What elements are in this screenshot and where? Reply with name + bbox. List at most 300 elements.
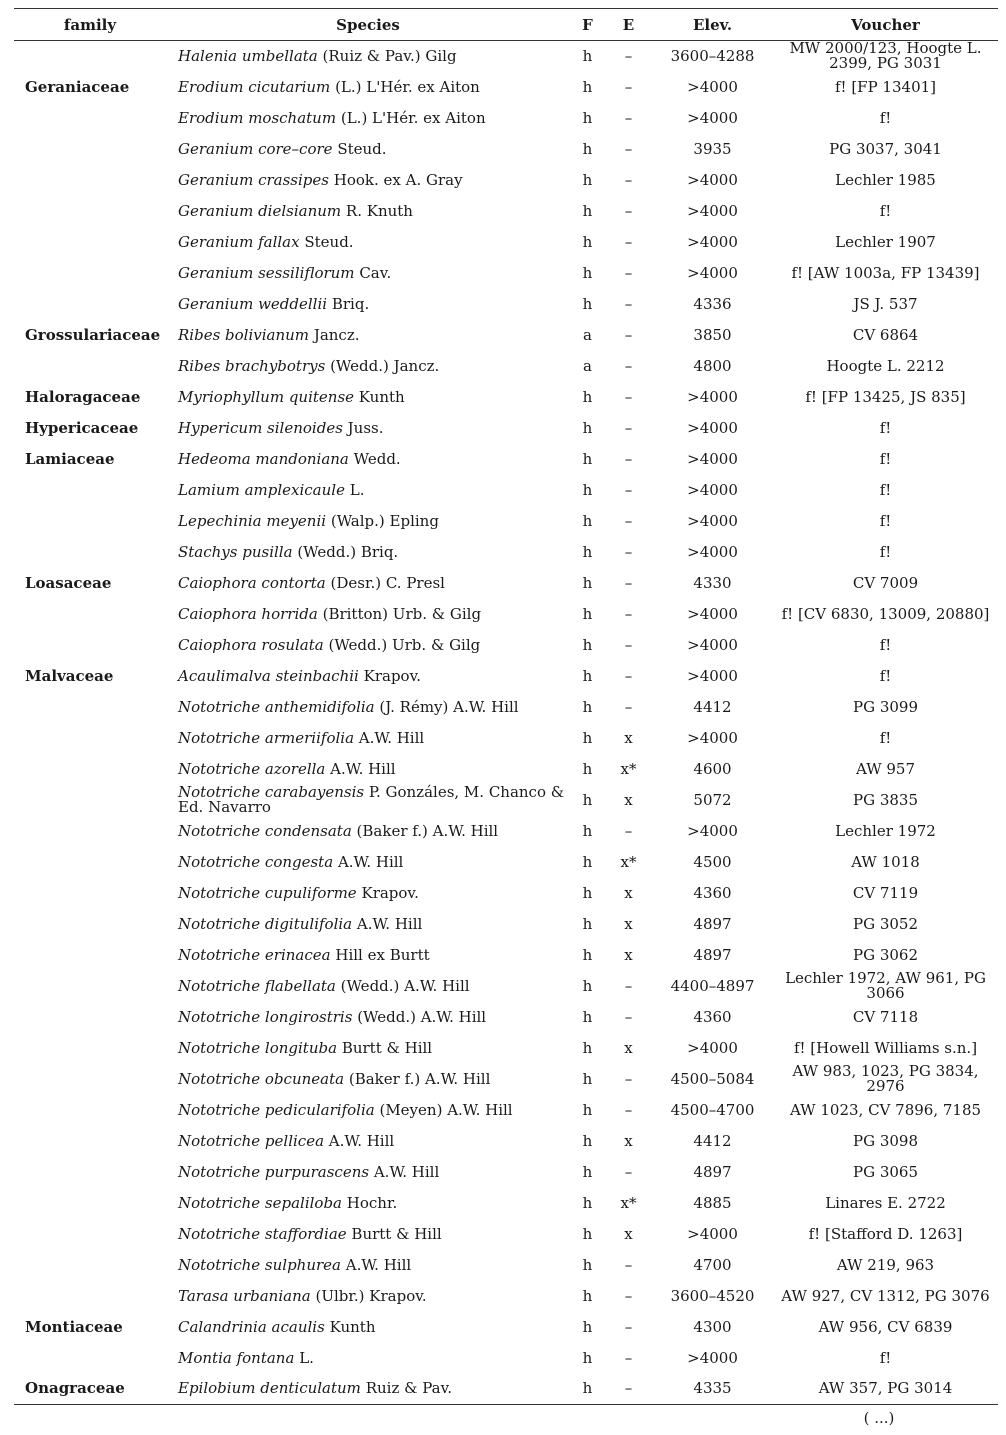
endemic-cell: –	[624, 387, 633, 406]
elevation-cell: 4800	[693, 356, 732, 375]
endemic-cell: –	[624, 604, 633, 623]
growth-form-cell: h	[582, 511, 593, 530]
growth-form-cell: h	[582, 759, 593, 778]
table-row	[14, 754, 998, 785]
growth-form-cell: h	[582, 604, 593, 623]
endemic-cell: –	[624, 573, 633, 592]
endemic-cell: –	[624, 108, 633, 127]
family-cell	[14, 41, 166, 72]
table-row	[14, 103, 998, 134]
species-name: Nototriche digitulifolia	[178, 914, 353, 933]
voucher-cell: f! [FP 13425, JS 835]	[805, 387, 966, 406]
species-author: Kunth	[358, 387, 405, 406]
table-row	[14, 382, 998, 413]
growth-form-cell: h	[582, 666, 593, 685]
voucher-cell: PG 3037, 3041	[829, 139, 942, 158]
species-author: (Wedd.) A.W. Hill	[357, 1007, 487, 1026]
voucher-cell: f!	[879, 542, 892, 561]
species-cell	[166, 754, 570, 785]
growth-form-cell: h	[582, 1069, 593, 1088]
table-row	[14, 1219, 998, 1250]
elevation-cell: >4000	[687, 511, 738, 530]
growth-form-cell: h	[582, 480, 593, 499]
table-row	[14, 1312, 998, 1343]
species-name: Halenia umbellata	[178, 46, 318, 65]
species-name: Nototriche anthemidifolia	[178, 697, 375, 716]
voucher-cell: Lechler 1907	[835, 232, 936, 251]
species-author: Kunth	[329, 1317, 376, 1336]
species-author: A.W. Hill	[328, 1131, 395, 1150]
endemic-cell: x*	[620, 759, 637, 778]
growth-form-cell: h	[582, 1348, 593, 1367]
species-name: Nototriche sulphurea	[178, 1255, 341, 1274]
family-cell	[14, 909, 166, 940]
voucher-cell: f! [Stafford D. 1263]	[808, 1224, 963, 1243]
species-author: Steud.	[337, 139, 387, 158]
species-author: (L.) L'Hér. ex Aiton	[340, 108, 486, 127]
elevation-cell: >4000	[687, 1348, 738, 1367]
species-author: (J. Rémy) A.W. Hill	[379, 697, 519, 716]
elevation-cell: 4335	[693, 1379, 732, 1398]
table-row	[14, 1281, 998, 1312]
elevation-cell: >4000	[687, 604, 738, 623]
growth-form-cell: h	[582, 232, 593, 251]
species-cell	[166, 847, 570, 878]
species-author: (Britton) Urb. & Gilg	[322, 604, 482, 623]
endemic-cell: –	[624, 356, 633, 375]
voucher-cell: f!	[879, 728, 892, 747]
species-author: A.W. Hill	[345, 1255, 412, 1274]
elevation-cell: 4412	[693, 697, 732, 716]
endemic-cell: x	[624, 914, 633, 933]
growth-form-cell: h	[582, 108, 593, 127]
growth-form-cell: h	[582, 976, 593, 995]
table-row	[14, 599, 998, 630]
species-cell	[166, 816, 570, 847]
endemic-cell: –	[624, 1100, 633, 1119]
family-cell	[14, 1157, 166, 1188]
elevation-cell: 4885	[693, 1193, 732, 1212]
family-cell	[14, 227, 166, 258]
species-name: Hypericum silenoides	[178, 418, 343, 437]
species-author: Burtt & Hill	[351, 1224, 442, 1243]
table-row	[14, 1064, 998, 1095]
species-cell	[166, 1374, 570, 1405]
species-name: Geranium core–core	[178, 139, 333, 158]
elevation-cell: 4897	[693, 945, 732, 964]
species-name: Nototriche purpurascens	[178, 1162, 370, 1181]
species-cell	[166, 1002, 570, 1033]
species-cell	[166, 568, 570, 599]
species-table	[14, 8, 998, 1405]
header-species: Species	[166, 9, 570, 41]
endemic-cell: –	[624, 263, 633, 282]
endemic-cell: –	[624, 325, 633, 344]
voucher-cell: Lechler 1972	[835, 821, 936, 840]
elevation-cell: >4000	[687, 542, 738, 561]
voucher-cell: JS J. 537	[853, 294, 918, 313]
endemic-cell: –	[624, 201, 633, 220]
elevation-cell: 4412	[693, 1131, 732, 1150]
endemic-cell: –	[624, 1069, 633, 1088]
growth-form-cell: h	[582, 790, 593, 809]
table-row	[14, 1033, 998, 1064]
elevation-cell: 3600–4520	[670, 1286, 755, 1305]
table-row	[14, 723, 998, 754]
growth-form-cell: h	[582, 821, 593, 840]
species-name: Nototriche staffordiae	[178, 1224, 347, 1243]
growth-form-cell: h	[582, 852, 593, 871]
species-author: Cav.	[359, 263, 392, 282]
endemic-cell: –	[624, 976, 633, 995]
family-cell	[14, 1002, 166, 1033]
voucher-cell: CV 7118	[852, 1007, 919, 1026]
species-author: (Ruiz & Pav.) Gilg	[322, 46, 457, 65]
family-cell	[14, 1250, 166, 1281]
species-name: Stachys pusilla	[178, 542, 293, 561]
endemic-cell: –	[624, 46, 633, 65]
header-elevation: Elev.	[652, 9, 773, 41]
table-row	[14, 134, 998, 165]
species-author: Juss.	[347, 418, 384, 437]
voucher-cell: AW 1018	[851, 852, 920, 871]
table-row	[14, 1002, 998, 1033]
elevation-cell: >4000	[687, 1224, 738, 1243]
growth-form-cell: h	[582, 1255, 593, 1274]
family-cell	[14, 847, 166, 878]
elevation-cell: >4000	[687, 480, 738, 499]
elevation-cell: 4897	[693, 1162, 732, 1181]
voucher-cell: Hoogte L. 2212	[826, 356, 945, 375]
voucher-cell: f!	[879, 108, 892, 127]
species-author: (L.) L'Hér. ex Aiton	[335, 77, 480, 96]
endemic-cell: –	[624, 170, 633, 189]
voucher-cell: CV 7119	[852, 883, 919, 902]
growth-form-cell: h	[582, 1162, 593, 1181]
growth-form-cell: h	[582, 1007, 593, 1026]
voucher-cell: Linares E. 2722	[825, 1193, 946, 1212]
family-cell	[14, 754, 166, 785]
species-cell	[166, 661, 570, 692]
elevation-cell: >4000	[687, 108, 738, 127]
species-author: Krapov.	[361, 883, 419, 902]
species-cell	[166, 1095, 570, 1126]
species-cell	[166, 1126, 570, 1157]
species-cell	[166, 723, 570, 754]
species-author: (Baker f.) A.W. Hill	[356, 821, 499, 840]
species-name: Nototriche carabayensis	[178, 783, 365, 801]
species-author: L.	[299, 1348, 314, 1367]
family-cell: Onagraceae	[25, 1379, 125, 1398]
family-cell	[14, 816, 166, 847]
voucher-cell: f!	[879, 480, 892, 499]
growth-form-cell: h	[582, 1286, 593, 1305]
endemic-cell: –	[624, 1379, 633, 1398]
endemic-cell: –	[624, 1255, 633, 1274]
table-row	[14, 1157, 998, 1188]
elevation-cell: 4330	[693, 573, 732, 592]
species-author: Briq.	[331, 294, 370, 313]
growth-form-cell: h	[582, 1317, 593, 1336]
species-name: Hedeoma mandoniana	[178, 449, 349, 468]
elevation-cell: >4000	[687, 418, 738, 437]
voucher-cell: f!	[879, 511, 892, 530]
voucher-cell: f! [AW 1003a, FP 13439]	[791, 263, 980, 282]
species-name: Geranium sessiliflorum	[178, 263, 355, 282]
growth-form-cell: h	[582, 418, 593, 437]
species-cell	[166, 475, 570, 506]
table-row	[14, 258, 998, 289]
species-name: Geranium weddellii	[178, 294, 328, 313]
family-cell	[14, 165, 166, 196]
elevation-cell: >4000	[687, 263, 738, 282]
species-name: Ribes brachybotrys	[178, 356, 326, 375]
voucher-cell: MW 2000/123, Hoogte L. 2399, PG 3031	[789, 39, 982, 73]
elevation-cell: >4000	[687, 77, 738, 96]
species-cell	[166, 692, 570, 723]
table-row	[14, 940, 998, 971]
species-cell	[166, 41, 570, 72]
family-cell: Haloragaceae	[25, 387, 141, 406]
growth-form-cell: h	[582, 728, 593, 747]
endemic-cell: –	[624, 666, 633, 685]
growth-form-cell: h	[582, 1100, 593, 1119]
endemic-cell: x	[624, 728, 633, 747]
species-name: Ribes bolivianum	[178, 325, 310, 344]
species-cell	[166, 289, 570, 320]
family-cell	[14, 1095, 166, 1126]
growth-form-cell: h	[582, 914, 593, 933]
growth-form-cell: h	[582, 77, 593, 96]
growth-form-cell: h	[582, 1038, 593, 1057]
family-cell	[14, 1219, 166, 1250]
table-row	[14, 971, 998, 1002]
species-cell	[166, 1064, 570, 1095]
endemic-cell: –	[624, 1162, 633, 1181]
species-cell	[166, 1281, 570, 1312]
voucher-cell: PG 3098	[852, 1131, 919, 1150]
species-cell	[166, 1188, 570, 1219]
elevation-cell: 4360	[693, 1007, 732, 1026]
voucher-cell: Lechler 1985	[835, 170, 936, 189]
species-name: Geranium crassipes	[178, 170, 329, 189]
species-cell	[166, 1157, 570, 1188]
elevation-cell: >4000	[687, 728, 738, 747]
table-row	[14, 41, 998, 72]
family-cell	[14, 878, 166, 909]
elevation-cell: 4700	[693, 1255, 732, 1274]
species-author: A.W. Hill	[356, 914, 423, 933]
table-header	[14, 9, 998, 41]
family-cell	[14, 1126, 166, 1157]
growth-form-cell: a	[583, 356, 592, 375]
species-name: Nototriche flabellata	[178, 976, 336, 995]
species-cell	[166, 165, 570, 196]
species-author: Krapov.	[363, 666, 422, 685]
species-author: Jancz.	[313, 325, 360, 344]
elevation-cell: 4500–4700	[670, 1100, 755, 1119]
endemic-cell: –	[624, 635, 633, 654]
endemic-cell: x	[624, 1224, 633, 1243]
table-row	[14, 785, 998, 816]
species-name: Nototriche condensata	[178, 821, 352, 840]
elevation-cell: >4000	[687, 821, 738, 840]
table-row	[14, 1188, 998, 1219]
growth-form-cell: h	[582, 1379, 593, 1398]
endemic-cell: x*	[620, 1193, 637, 1212]
species-cell	[166, 196, 570, 227]
species-cell	[166, 320, 570, 351]
voucher-cell: f!	[879, 1348, 892, 1367]
family-cell	[14, 971, 166, 1002]
endemic-cell: –	[624, 418, 633, 437]
voucher-cell: f!	[879, 418, 892, 437]
species-name: Caiophora contorta	[178, 573, 326, 592]
header-e: E	[605, 9, 652, 41]
growth-form-cell: h	[582, 1224, 593, 1243]
family-cell	[14, 103, 166, 134]
species-name: Acaulimalva steinbachii	[178, 666, 359, 685]
endemic-cell: x*	[620, 852, 637, 871]
species-author: Hochr.	[346, 1193, 398, 1212]
species-name: Montia fontana	[178, 1348, 295, 1367]
voucher-cell: AW 956, CV 6839	[818, 1317, 953, 1336]
species-cell	[166, 351, 570, 382]
elevation-cell: 4400–4897	[670, 976, 755, 995]
family-cell	[14, 537, 166, 568]
species-name: Nototriche congesta	[178, 852, 334, 871]
species-author: P. Gonzáles, M. Chanco & Ed. Navarro	[178, 783, 565, 816]
growth-form-cell: h	[582, 1131, 593, 1150]
voucher-cell: f! [CV 6830, 13009, 20880]	[781, 604, 990, 623]
table-row	[14, 196, 998, 227]
species-author: L.	[349, 480, 365, 499]
species-author: (Wedd.) Jancz.	[330, 356, 440, 375]
elevation-cell: 3935	[693, 139, 732, 158]
growth-form-cell: h	[582, 449, 593, 468]
family-cell	[14, 1188, 166, 1219]
growth-form-cell: h	[582, 263, 593, 282]
species-author: A.W. Hill	[373, 1162, 440, 1181]
species-cell	[166, 227, 570, 258]
species-name: Caiophora horrida	[178, 604, 318, 623]
table-row	[14, 320, 998, 351]
continuation-marker: ( ...)	[863, 1409, 895, 1427]
voucher-cell: AW 957	[855, 759, 916, 778]
header-family: family	[14, 9, 166, 41]
species-name: Nototriche longituba	[178, 1038, 338, 1057]
family-cell	[14, 1281, 166, 1312]
species-author: A.W. Hill	[330, 759, 396, 778]
species-cell	[166, 413, 570, 444]
elevation-cell: 3850	[693, 325, 732, 344]
family-cell: Lamiaceae	[25, 449, 115, 468]
elevation-cell: >4000	[687, 635, 738, 654]
table-row	[14, 661, 998, 692]
voucher-cell: PG 3062	[852, 945, 919, 964]
voucher-cell: AW 983, 1023, PG 3834, 2976	[792, 1062, 979, 1095]
table-row	[14, 351, 998, 382]
elevation-cell: 4600	[693, 759, 732, 778]
endemic-cell: –	[624, 697, 633, 716]
elevation-cell: 4300	[693, 1317, 732, 1336]
species-name: Nototriche obcuneata	[178, 1069, 345, 1088]
species-cell	[166, 103, 570, 134]
species-cell	[166, 444, 570, 475]
growth-form-cell: h	[582, 170, 593, 189]
table-row	[14, 1250, 998, 1281]
species-author: (Baker f.) A.W. Hill	[348, 1069, 491, 1088]
species-author: (Wedd.) Briq.	[297, 542, 399, 561]
voucher-cell: f!	[879, 666, 892, 685]
species-cell	[166, 382, 570, 413]
family-cell	[14, 289, 166, 320]
species-name: Erodium cicutarium	[178, 77, 331, 96]
table-row	[14, 165, 998, 196]
family-cell: Montiaceae	[25, 1317, 123, 1336]
species-name: Nototriche longirostris	[178, 1007, 353, 1026]
species-cell	[166, 134, 570, 165]
voucher-cell: Lechler 1972, AW 961, PG 3066	[785, 969, 986, 1002]
endemic-cell: –	[624, 294, 633, 313]
family-cell: Loasaceae	[25, 573, 112, 592]
growth-form-cell: h	[582, 46, 593, 65]
voucher-cell: AW 1023, CV 7896, 7185	[789, 1100, 982, 1119]
voucher-cell: AW 357, PG 3014	[818, 1379, 953, 1398]
growth-form-cell: h	[582, 139, 593, 158]
species-author: Hook. ex A. Gray	[333, 170, 463, 189]
family-cell	[14, 506, 166, 537]
species-name: Erodium moschatum	[178, 108, 337, 127]
elevation-cell: 4336	[693, 294, 732, 313]
growth-form-cell: h	[582, 201, 593, 220]
species-cell	[166, 630, 570, 661]
elevation-cell: >4000	[687, 387, 738, 406]
species-name: Nototriche sepaliloba	[178, 1193, 343, 1212]
species-cell	[166, 1219, 570, 1250]
species-name: Geranium dielsianum	[178, 201, 342, 220]
species-cell	[166, 1250, 570, 1281]
species-cell	[166, 971, 570, 1002]
species-cell	[166, 785, 570, 816]
voucher-cell: PG 3052	[852, 914, 919, 933]
elevation-cell: 5072	[693, 790, 732, 809]
elevation-cell: 4897	[693, 914, 732, 933]
table-row	[14, 289, 998, 320]
endemic-cell: x	[624, 1038, 633, 1057]
endemic-cell: –	[624, 1348, 633, 1367]
table-body	[14, 41, 998, 1405]
voucher-cell: PG 3835	[852, 790, 919, 809]
endemic-cell: –	[624, 821, 633, 840]
family-cell	[14, 1343, 166, 1374]
species-name: Nototriche pellicea	[178, 1131, 325, 1150]
species-cell	[166, 599, 570, 630]
species-author: Ruiz & Pav.	[365, 1379, 453, 1398]
table-row	[14, 475, 998, 506]
species-name: Nototriche azorella	[178, 759, 326, 778]
species-name: Geranium fallax	[178, 232, 300, 251]
family-cell	[14, 630, 166, 661]
growth-form-cell: h	[582, 697, 593, 716]
table-row	[14, 72, 998, 103]
species-name: Epilobium denticulatum	[178, 1379, 361, 1398]
endemic-cell: –	[624, 77, 633, 96]
endemic-cell: –	[624, 1007, 633, 1026]
species-author: (Ulbr.) Krapov.	[315, 1286, 427, 1305]
species-cell	[166, 258, 570, 289]
species-author: (Wedd.) A.W. Hill	[340, 976, 470, 995]
